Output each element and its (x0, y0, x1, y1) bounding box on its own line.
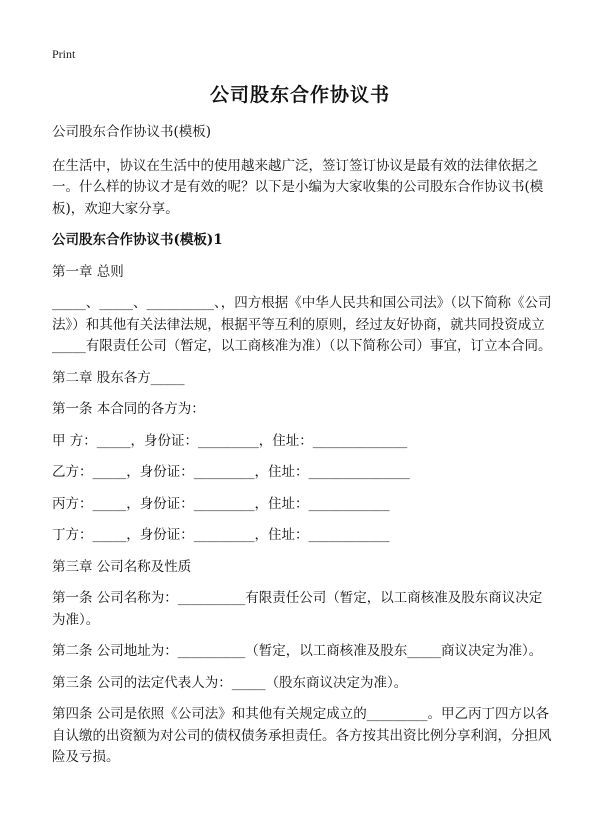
party-row-c (52, 494, 552, 516)
party-id: 身份证：_________， (139, 464, 268, 480)
chapter2-title: 第二章 股东各方_____ (52, 369, 185, 386)
party-row-b (52, 462, 552, 484)
article-company-name: 第一条 公司名称为：__________有限责任公司（暂定，以工商核准及股东商议决定为准）。 (52, 590, 543, 628)
party-name: 丙方：_____， (52, 495, 140, 512)
section-heading: 公司股东合作协议书(模板)1 (52, 232, 223, 248)
chapter1-paragraph: _____、_____、__________、，四方根据《中华人民共和国公司法》（以下简称《公司法》）和其他有关法律法规，根据平等互利的原则，经过友好协商，就共同投资成立_____有限责任公司（暂定，以工商核准为准）（以下简称公司）事宜，订立本合同。 (52, 295, 552, 354)
article1-parties: 第一条 本合同的各方为： (52, 401, 205, 417)
party-name: 甲 方：_____， (52, 432, 145, 449)
document-subtitle: 公司股东合作协议书(模板) (52, 124, 212, 140)
article-company-liability: 第四条 公司是依照《公司法》和其他有关规定成立的_________。甲乙丙丁四方以各自认缴的出资额为对公司的债权债务承担责任。各方按其出资比例分享利润，分担风险及亏损。 (52, 706, 552, 765)
party-id: 身份证：_________， (144, 432, 273, 449)
document-body (52, 122, 552, 779)
party-address: 住址：____________ (268, 495, 390, 512)
party-name: 乙方：_____， (52, 464, 140, 480)
intro-paragraph: 在生活中，协议在生活中的使用越来越广泛，签订签订协议是最有效的法律依据之一。什么样的协议才是有效的呢？以下是小编为大家收集的公司股东合作协议书(模板)，欢迎大家分享。 (52, 157, 544, 217)
document-title: 公司股东合作协议书 (209, 84, 390, 106)
party-row-d (52, 525, 552, 547)
chapter1-title: 第一章 总则 (52, 263, 124, 280)
print-link[interactable]: Print (52, 47, 76, 61)
party-address: 住址：____________ (268, 527, 390, 543)
article-company-address: 第二条 公司地址为：__________（暂定，以工商核准及股东_____商议决定为准）。 (52, 643, 543, 659)
chapter3-title: 第三章 公司名称及性质 (52, 558, 192, 575)
party-id: 身份证：_________， (139, 495, 268, 512)
party-name: 丁方：_____， (52, 527, 140, 543)
party-address: 住址：_______________ (268, 464, 410, 480)
party-id: 身份证：_________， (139, 527, 268, 543)
article-legal-representative: 第三条 公司的法定代表人为：_____（股东商议决定为准）。 (52, 674, 408, 691)
party-address: 住址：______________ (272, 432, 408, 449)
party-row-a (52, 431, 552, 453)
